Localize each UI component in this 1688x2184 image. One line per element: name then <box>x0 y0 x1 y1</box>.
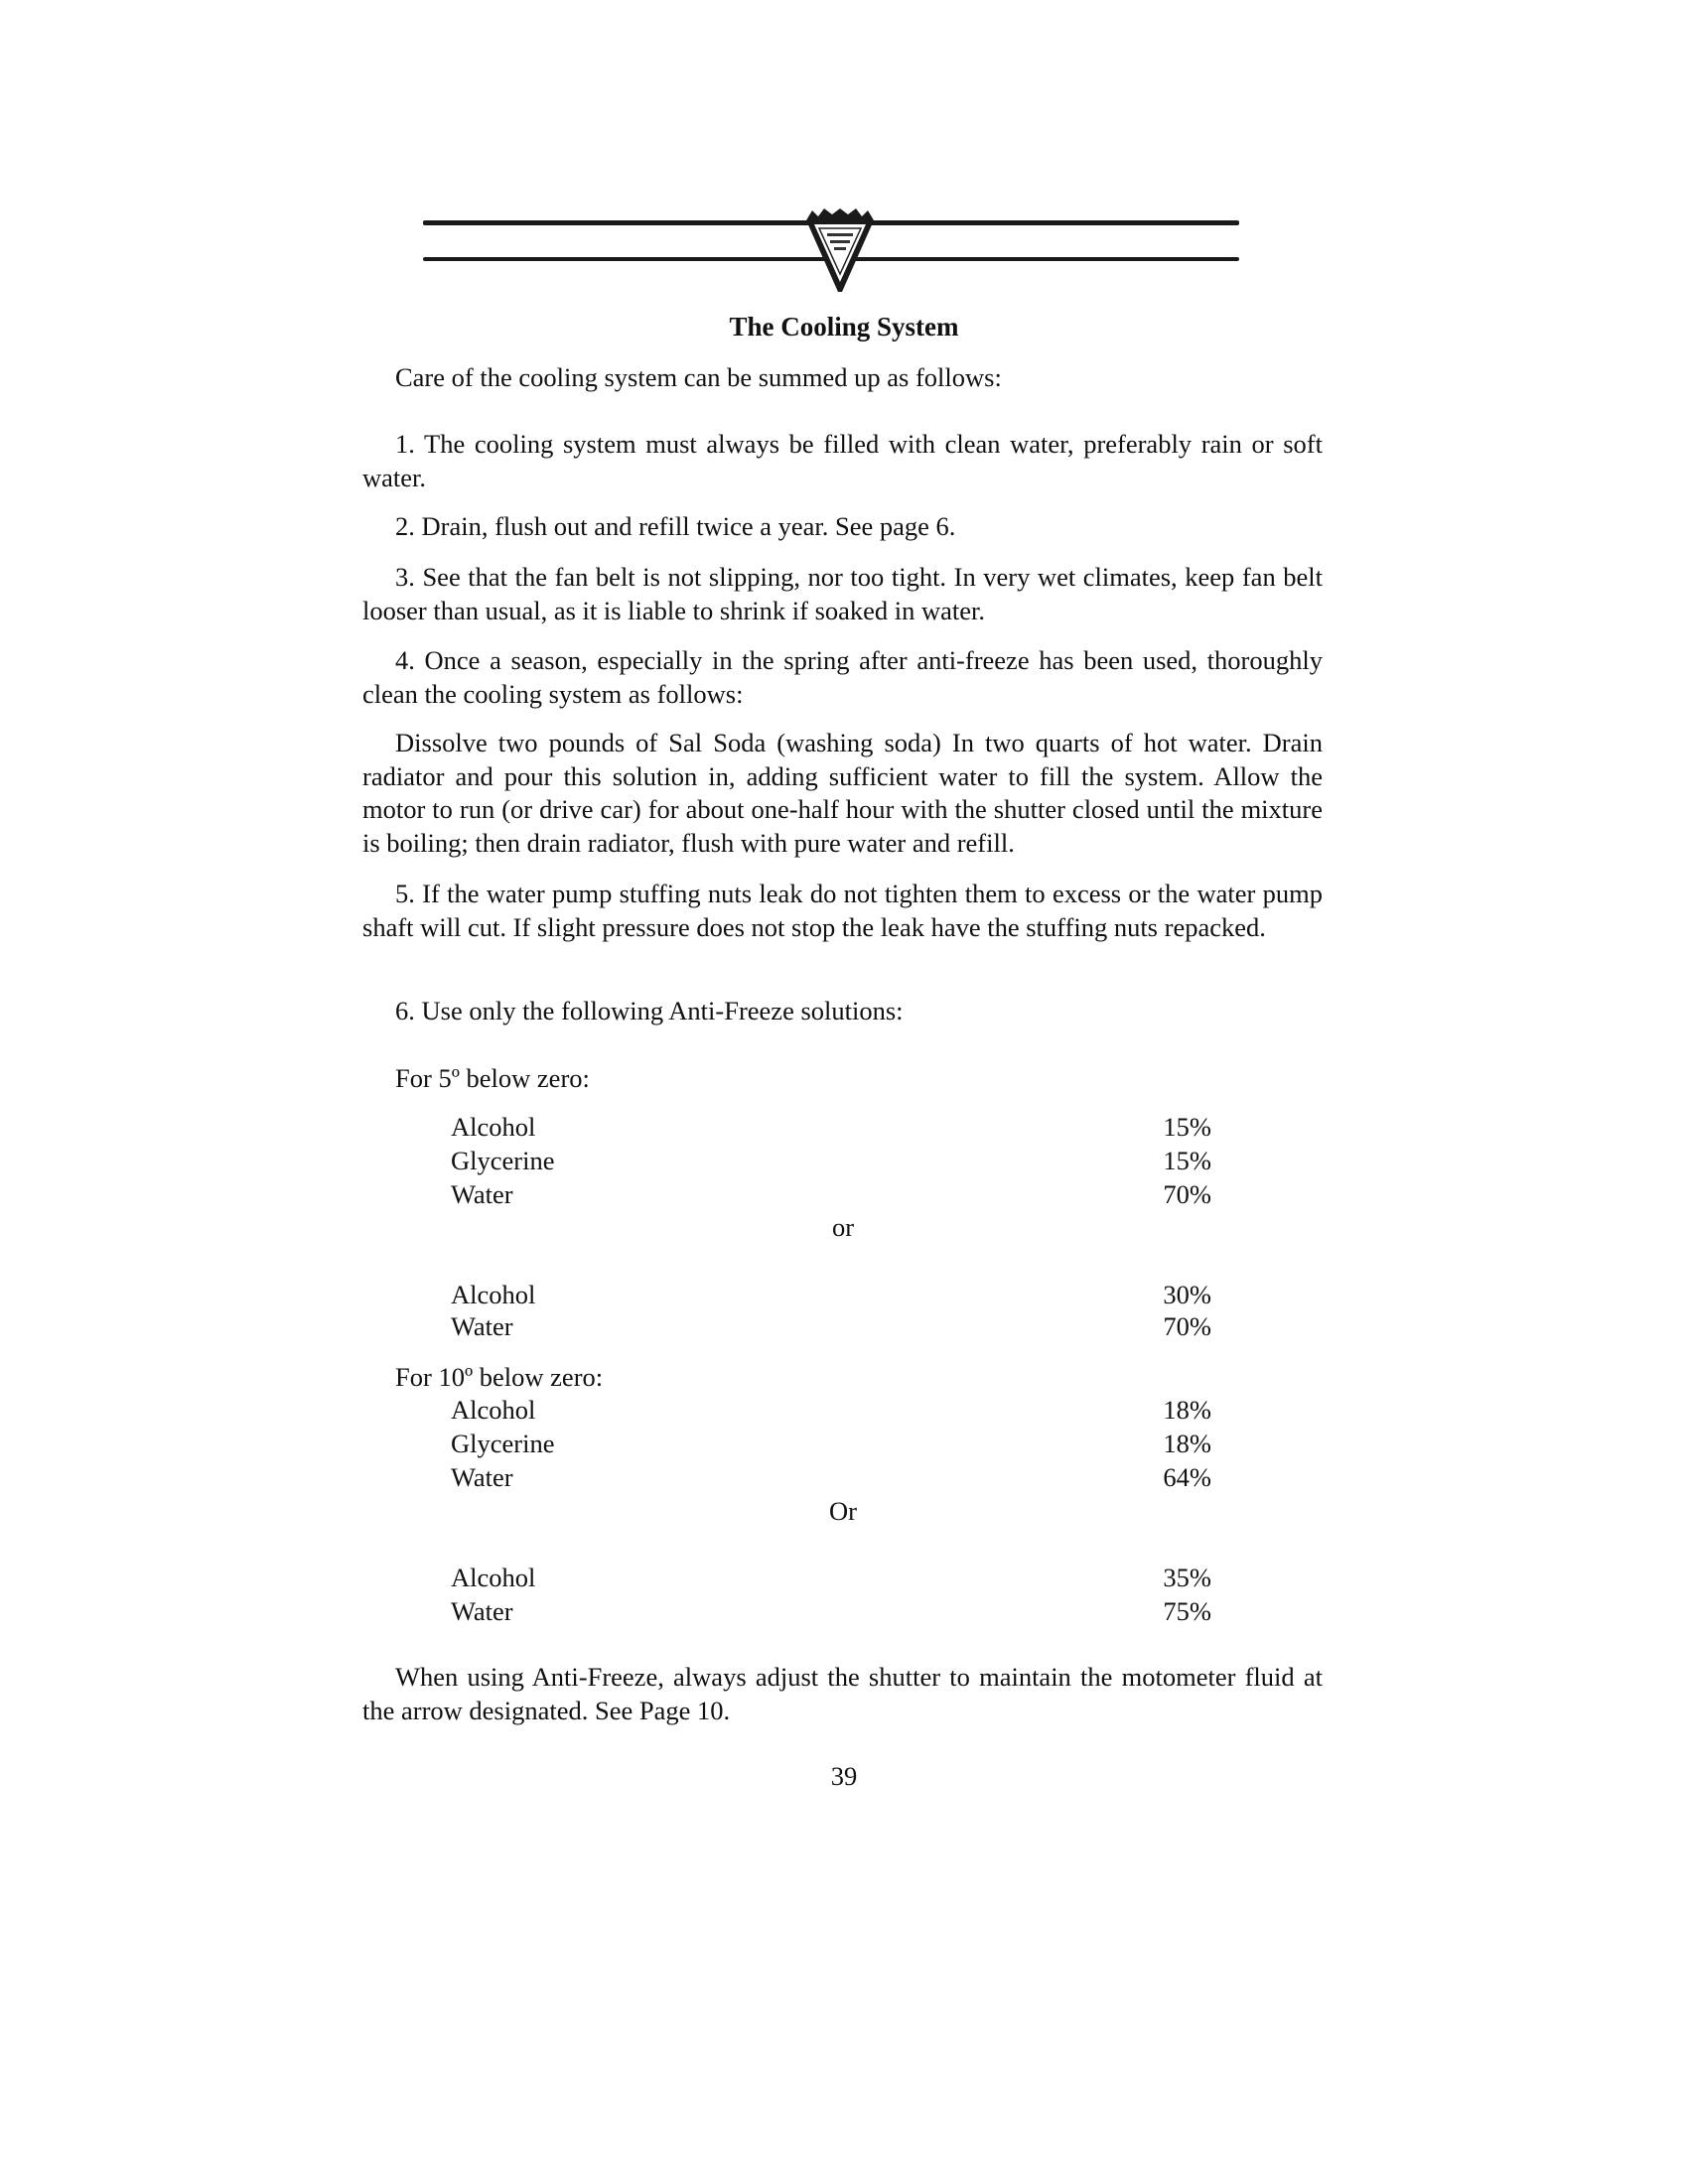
item-6: 6. Use only the following Anti-Freeze solutions: <box>395 996 904 1025</box>
item-1: 1. The cooling system must always be filled with clean water, preferably rain or soft water. <box>362 429 1323 492</box>
page-number: 39 <box>830 1761 858 1791</box>
item-5: 5. If the water pump stuffing nuts leak do not tighten them to excess or the water pump shaft will cut. If slight pressure does not stop the leak have the stuffing nuts repacked. <box>362 879 1323 942</box>
ingredient-percent: 75% <box>1163 1596 1211 1626</box>
item-3: 3. See that the fan belt is not slipping, nor too tight. In very wet climates, keep fan belt looser than usual, as it is liable to shrink if soaked in water. <box>362 562 1323 625</box>
or-separator: Or <box>829 1496 857 1526</box>
ten-below-label: For 10º below zero: <box>395 1362 604 1392</box>
ingredient-name: Water <box>451 1462 513 1492</box>
ingredient-percent: 18% <box>1163 1395 1211 1425</box>
ingredient-name: Glycerine <box>451 1429 555 1458</box>
ingredient-percent: 64% <box>1163 1462 1211 1492</box>
ingredient-percent: 15% <box>1163 1112 1211 1142</box>
ingredient-percent: 30% <box>1163 1280 1211 1309</box>
ingredient-percent: 18% <box>1163 1429 1211 1458</box>
closing-paragraph: When using Anti-Freeze, always adjust the shutter to maintain the motometer fluid at the arrow designated. See Page 10. <box>362 1662 1323 1725</box>
page-title: The Cooling System <box>729 312 959 341</box>
ingredient-percent: 35% <box>1163 1563 1211 1592</box>
ingredient-name: Water <box>451 1311 513 1341</box>
ingredient-percent: 70% <box>1163 1311 1211 1341</box>
ingredient-name: Alcohol <box>451 1112 536 1142</box>
ingredient-name: Glycerine <box>451 1146 555 1175</box>
ingredient-name: Alcohol <box>451 1395 536 1425</box>
pennant-logo-icon <box>802 206 878 294</box>
ingredient-percent: 70% <box>1163 1179 1211 1209</box>
cleaning-instructions: Dissolve two pounds of Sal Soda (washing soda) In two quarts of hot water. Drain radiator and pour this solution in, adding sufficient water to fill the system. Allow the motor to run (or drive car) for about one-half hour with the shutter closed until the mixture is boiling; then drain radiator, flush with pure water and refill. <box>362 728 1323 859</box>
item-2: 2. Drain, flush out and refill twice a year. See page 6. <box>395 511 956 541</box>
five-below-label: For 5º below zero: <box>395 1063 590 1093</box>
ingredient-name: Alcohol <box>451 1280 536 1309</box>
item-4: 4. Once a season, especially in the spring after anti-freeze has been used, thoroughly clean the cooling system as follows: <box>362 645 1323 709</box>
or-separator: or <box>831 1212 855 1242</box>
ingredient-name: Water <box>451 1179 513 1209</box>
ingredient-percent: 15% <box>1163 1146 1211 1175</box>
ingredient-name: Alcohol <box>451 1563 536 1592</box>
ingredient-name: Water <box>451 1596 513 1626</box>
intro-paragraph: Care of the cooling system can be summed up as follows: <box>395 362 1002 392</box>
